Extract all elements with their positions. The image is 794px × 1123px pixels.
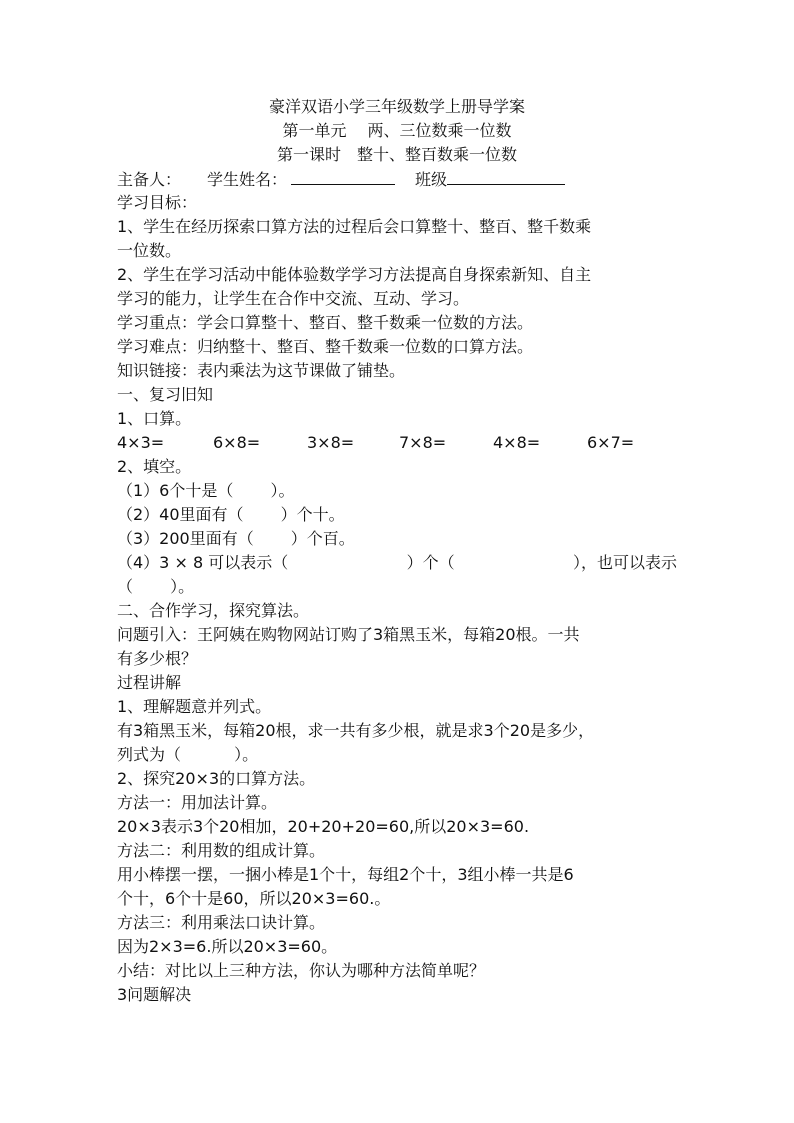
oral-calc-row bbox=[117, 431, 677, 455]
explore-heading: 二、合作学习，探究算法。 bbox=[117, 601, 310, 620]
oral-item: 6×8= bbox=[213, 433, 261, 452]
step-1-text-2: 列式为（ ）。 bbox=[117, 745, 259, 764]
method-2-text-1: 用小棒摆一摆，一捆小棒是1个十，每组2个十，3组小棒一共是6 bbox=[117, 865, 574, 884]
class-label: 班级 bbox=[415, 170, 448, 189]
intro-line-1: 问题引入：王阿姨在购物网站订购了3箱黑玉米，每箱20根。一共 bbox=[117, 625, 580, 644]
goal-1-line-2: 一位数。 bbox=[117, 241, 182, 260]
fill-item-4-part: ），也可以表示 bbox=[572, 553, 677, 572]
step-1-heading: 1、理解题意并列式。 bbox=[117, 697, 272, 716]
class-blank[interactable] bbox=[447, 167, 565, 185]
fill-item-4-cont: （ ）。 bbox=[117, 577, 195, 596]
step-1-text-1: 有3箱黑玉米，每箱20根，求一共有多少根，就是求3个20是多少， bbox=[117, 721, 595, 740]
fill-item-4-part: （4）3 × 8 可以表示（ bbox=[117, 553, 289, 572]
fill-item-4 bbox=[117, 551, 677, 575]
fill-heading: 2、填空。 bbox=[117, 457, 192, 476]
oral-item: 4×3= bbox=[117, 433, 165, 452]
process-heading: 过程讲解 bbox=[117, 673, 182, 692]
fill-item-1: （1）6个十是（ ）。 bbox=[117, 481, 295, 500]
method-2-text-2: 个十，6个十是60，所以20×3=60.。 bbox=[117, 889, 391, 908]
oral-heading: 1、口算。 bbox=[117, 409, 192, 428]
fill-item-3: （3）200里面有（ ）个百。 bbox=[117, 529, 355, 548]
review-heading: 一、复习旧知 bbox=[117, 385, 214, 404]
summary-line: 小结：对比以上三种方法，你认为哪种方法简单呢？ bbox=[117, 961, 486, 980]
oral-item: 3×8= bbox=[307, 433, 355, 452]
oral-item: 6×7= bbox=[587, 433, 635, 452]
goal-2-line-1: 2、学生在学习活动中能体验数学学习方法提高自身探索新知、自主 bbox=[117, 265, 592, 284]
method-1-text: 20×3表示3个20相加，20+20+20=60,所以20×3=60. bbox=[117, 817, 530, 836]
knowledge-link: 知识链接：表内乘法为这节课做了铺垫。 bbox=[117, 361, 406, 380]
oral-item: 4×8= bbox=[493, 433, 541, 452]
unit-title: 第一单元 两、三位数乘一位数 bbox=[282, 121, 512, 140]
school-title: 豪洋双语小学三年级数学上册导学案 bbox=[268, 97, 525, 116]
info-line bbox=[117, 167, 677, 191]
intro-line-2: 有多少根？ bbox=[117, 649, 198, 668]
lesson-title: 第一课时 整十、整百数乘一位数 bbox=[276, 145, 517, 164]
step-3-heading: 3问题解决 bbox=[117, 985, 192, 1004]
method-2-heading: 方法二：利用数的组成计算。 bbox=[117, 841, 326, 860]
fill-item-4-part: ）个（ bbox=[406, 553, 455, 572]
step-2-heading: 2、探究20×3的口算方法。 bbox=[117, 769, 316, 788]
goal-1-line-1: 1、学生在经历探索口算方法的过程后会口算整十、整百、整千数乘 bbox=[117, 217, 592, 236]
preparer-label: 主备人： bbox=[117, 170, 182, 189]
key-point: 学习重点：学会口算整十、整百、整千数乘一位数的方法。 bbox=[117, 313, 534, 332]
student-name-blank[interactable] bbox=[291, 167, 395, 185]
worksheet-page bbox=[117, 95, 677, 1007]
method-3-heading: 方法三：利用乘法口诀计算。 bbox=[117, 913, 326, 932]
goal-2-line-2: 学习的能力，让学生在合作中交流、互动、学习。 bbox=[117, 289, 470, 308]
fill-item-2: （2）40里面有（ ）个十。 bbox=[117, 505, 345, 524]
method-1-heading: 方法一：用加法计算。 bbox=[117, 793, 278, 812]
student-name-label: 学生姓名： bbox=[207, 170, 288, 189]
difficulty-point: 学习难点：归纳整十、整百、整千数乘一位数的口算方法。 bbox=[117, 337, 534, 356]
method-3-text: 因为2×3=6.所以20×3=60。 bbox=[117, 937, 338, 956]
objectives-heading: 学习目标： bbox=[117, 193, 198, 212]
oral-item: 7×8= bbox=[399, 433, 447, 452]
